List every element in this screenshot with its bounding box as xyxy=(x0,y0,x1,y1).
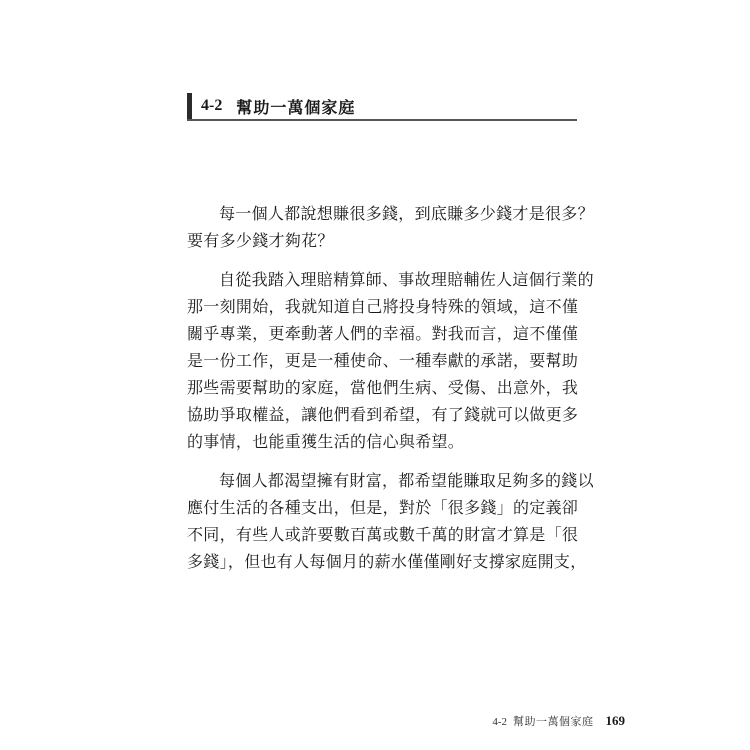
section-heading xyxy=(187,93,355,119)
heading-bar xyxy=(187,93,192,119)
running-footer xyxy=(492,713,625,729)
footer-section-title: 幫助一萬個家庭 xyxy=(513,715,594,728)
text-line: 自從我踏入理賠精算師、事故理賠輔佐人這個行業的 xyxy=(219,270,594,289)
text-line: 那一刻開始，我就知道自己將投身特殊的領域，這不僅 xyxy=(187,297,579,316)
footer-section-number: 4-2 xyxy=(492,716,507,728)
paragraph-2 xyxy=(187,266,594,455)
text-line: 那些需要幫助的家庭，當他們生病、受傷、出意外，我 xyxy=(187,378,579,397)
text-line: 協助爭取權益，讓他們看到希望，有了錢就可以做更多 xyxy=(187,405,579,424)
heading-rule xyxy=(187,119,577,121)
text-line: 的事情，也能重獲生活的信心與希望。 xyxy=(187,432,465,451)
text-line: 每個人都渴望擁有財富，都希望能賺取足夠多的錢以 xyxy=(219,471,594,490)
section-title: 幫助一萬個家庭 xyxy=(236,97,356,117)
section-number: 4-2 xyxy=(201,97,223,114)
text-line: 多錢」，但也有人每個月的薪水僅僅剛好支撐家庭開支， xyxy=(187,552,587,571)
paragraph-1 xyxy=(187,200,594,254)
text-line: 關乎專業，更牽動著人們的幸福。對我而言，這不僅僅 xyxy=(187,324,579,343)
text-line: 不同，有些人或許要數百萬或數千萬的財富才算是「很 xyxy=(187,525,579,544)
body-text xyxy=(187,200,594,587)
text-line: 要有多少錢才夠花？ xyxy=(187,231,334,250)
text-line: 應付生活的各種支出，但是，對於「很多錢」的定義卻 xyxy=(187,498,579,517)
text-line: 每一個人都說想賺很多錢，到底賺多少錢才是很多？ xyxy=(219,204,594,223)
paragraph-3 xyxy=(187,467,594,575)
text-line: 是一份工作，更是一種使命、一種奉獻的承諾，要幫助 xyxy=(187,351,579,370)
page-number: 169 xyxy=(605,713,625,728)
